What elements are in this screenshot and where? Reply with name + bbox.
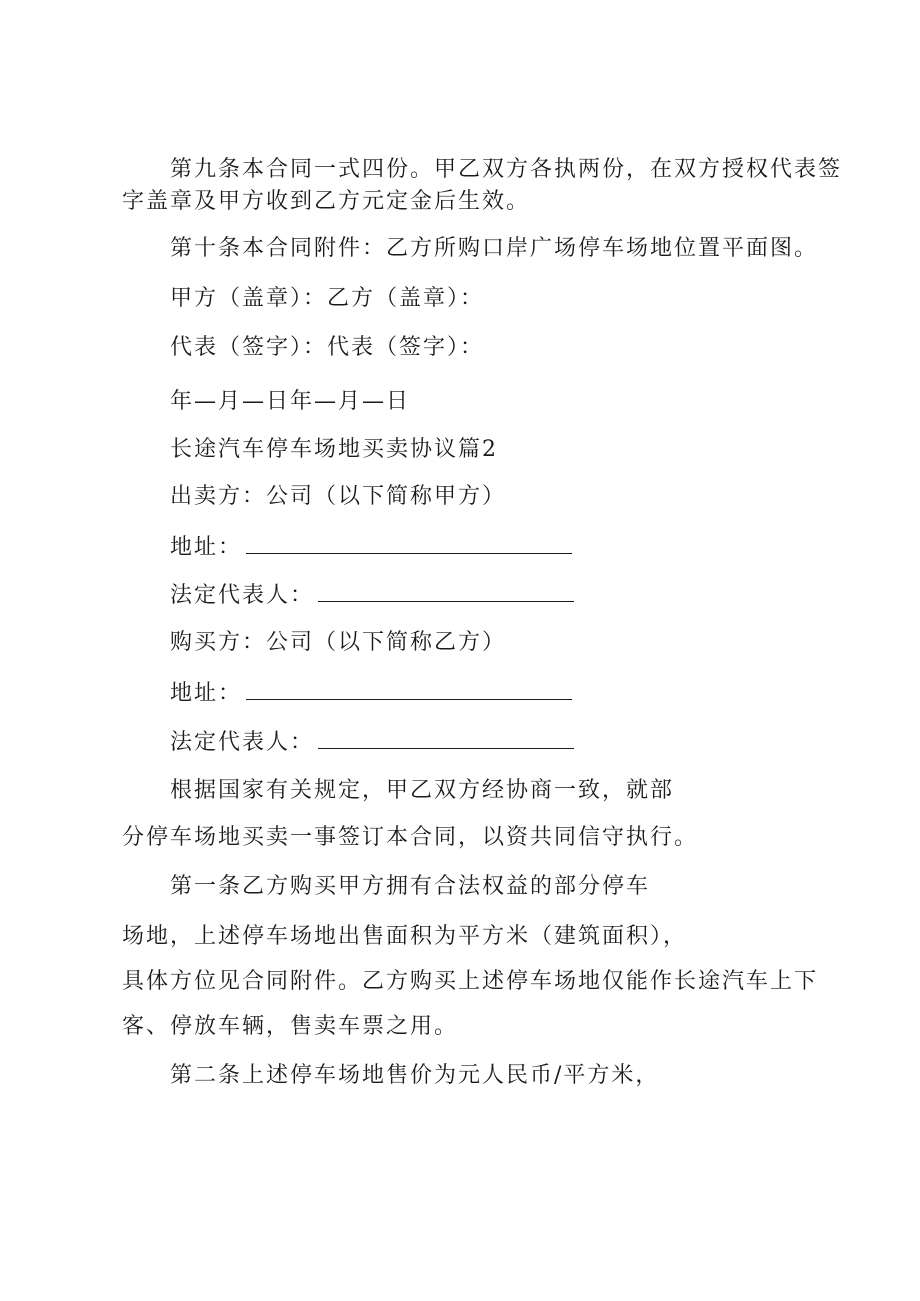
seller-legal-rep-row (170, 581, 574, 611)
buyer-address-blank (246, 681, 572, 700)
intro-line-2: 分停车场地买卖一事签订本合同，以资共同信守执行。 (122, 825, 699, 850)
seller-legal-rep-blank (318, 583, 574, 602)
article-1-line-4: 客、停放车辆，售卖车票之用。 (122, 1014, 459, 1039)
intro-line-1: 根据国家有关规定，甲乙双方经协商一致，就部 (170, 778, 675, 803)
article-1-line-1: 第一条乙方购买甲方拥有合法权益的部分停车 (170, 874, 651, 899)
signature-dates: 年—月—日年—月—日 (170, 389, 411, 414)
signature-parties: 甲方（盖章）：乙方（盖章）： (170, 286, 485, 311)
buyer-line: 购买方：公司（以下简称乙方） (170, 630, 507, 655)
buyer-legal-rep-row (170, 728, 574, 758)
article-9-line-2: 字盖章及甲方收到乙方元定金后生效。 (122, 189, 531, 214)
seller-address-label: 地址： (170, 535, 243, 560)
buyer-legal-rep-label: 法定代表人： (170, 730, 315, 755)
buyer-address-row (170, 679, 572, 709)
seller-address-blank (246, 535, 572, 554)
article-1-line-3: 具体方位见合同附件。乙方购买上述停车场地仅能作长途汽车上下 (122, 969, 819, 994)
buyer-address-label: 地址： (170, 681, 243, 706)
signature-representatives: 代表（签字）：代表（签字）： (170, 335, 485, 360)
article-10: 第十条本合同附件：乙方所购口岸广场停车场地位置平面图。 (170, 236, 819, 261)
article-2-line-1: 第二条上述停车场地售价为元人民币/平方米， (170, 1063, 660, 1088)
section-title: 长途汽车停车场地买卖协议篇2 (170, 437, 498, 462)
buyer-legal-rep-blank (318, 730, 574, 749)
article-9-line-1: 第九条本合同一式四份。甲乙双方各执两份，在双方授权代表签 (170, 157, 843, 182)
seller-address-row (170, 533, 572, 563)
seller-line: 出卖方：公司（以下简称甲方） (170, 484, 507, 509)
seller-legal-rep-label: 法定代表人： (170, 583, 315, 608)
article-1-line-2: 场地，上述停车场地出售面积为平方米（建筑面积）， (122, 924, 688, 949)
